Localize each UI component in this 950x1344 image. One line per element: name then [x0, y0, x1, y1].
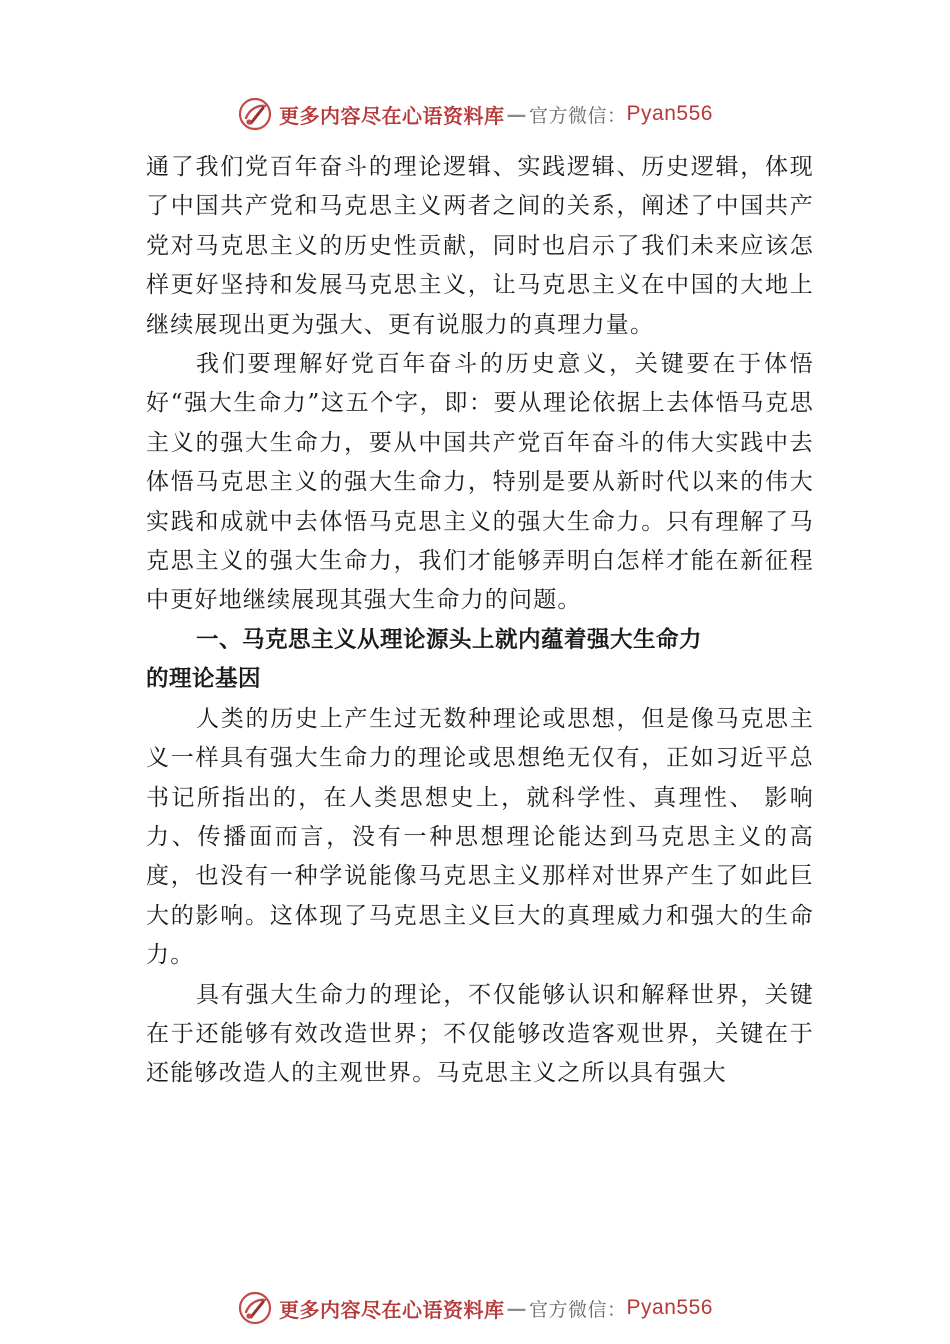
section-heading [146, 621, 814, 700]
document-body [146, 148, 814, 1094]
paragraph-2: 我们要理解好党百年奋斗的历史意义，关键要在于体悟好“强大生命力”这五个字，即：要从理论依据上去体悟马克思主义的强大生命力，要从中国共产党百年奋斗的伟大实践中去体悟马克思主义的强大生命力，特别是要从新时代以来的伟大实践和成就中去体悟马克思主义的强大生命力。只有理解了马克思主义的强大生命力，我们才能够弄明白怎样才能在新征程中更好地继续展现其强大生命力的问题。 [146, 351, 814, 614]
paragraph-3: 人类的历史上产生过无数种理论或思想，但是像马克思主义一样具有强大生命力的理论或思想绝无仅有，正如习近平总书记所指出的，在人类思想史上，就科学性、真理性、 影响力、传播面而言，没有一种思想理论能达到马克思主义的高度，也没有一种学说能像马克思主义那样对世界产生了如此巨大的影响。这体现了马克思主义巨大的真理威力和强大的生命力。 [146, 705, 814, 969]
header-wechat-label: 官方微信： [529, 104, 627, 127]
brush-logo-icon [237, 96, 273, 132]
header-promo-text: 更多内容尽在心语资料库 [279, 103, 505, 128]
header-dash: — [506, 102, 528, 126]
footer-banner [0, 1286, 950, 1330]
section-heading-line2: 的理论基因 [146, 666, 262, 693]
header-wechat-id: Pyan556 [626, 102, 713, 125]
paragraph-1: 通了我们党百年奋斗的理论逻辑、实践逻辑、历史逻辑，体现了中国共产党和马克思主义两者之间的关系，阐述了中国共产党对马克思主义的历史性贡献，同时也启示了我们未来应该怎样更好坚持和发展马克思主义，让马克思主义在中国的大地上继续展现出更为强大、更有说服力的真理力量。 [146, 154, 814, 338]
footer-promo-text: 更多内容尽在心语资料库 [279, 1297, 505, 1322]
footer-wechat-id: Pyan556 [626, 1296, 713, 1319]
header-banner [0, 92, 950, 136]
section-heading-line1: 一、马克思主义从理论源头上就内蕴着强大生命力 [196, 626, 703, 653]
footer-dash: — [506, 1296, 528, 1320]
footer-wechat-label: 官方微信： [529, 1298, 627, 1321]
paragraph-4: 具有强大生命力的理论，不仅能够认识和解释世界，关键在于还能够有效改造世界；不仅能够改造客观世界，关键在于还能够改造人的主观世界。马克思主义之所以具有强大 [146, 981, 814, 1087]
brush-logo-icon [237, 1290, 273, 1326]
